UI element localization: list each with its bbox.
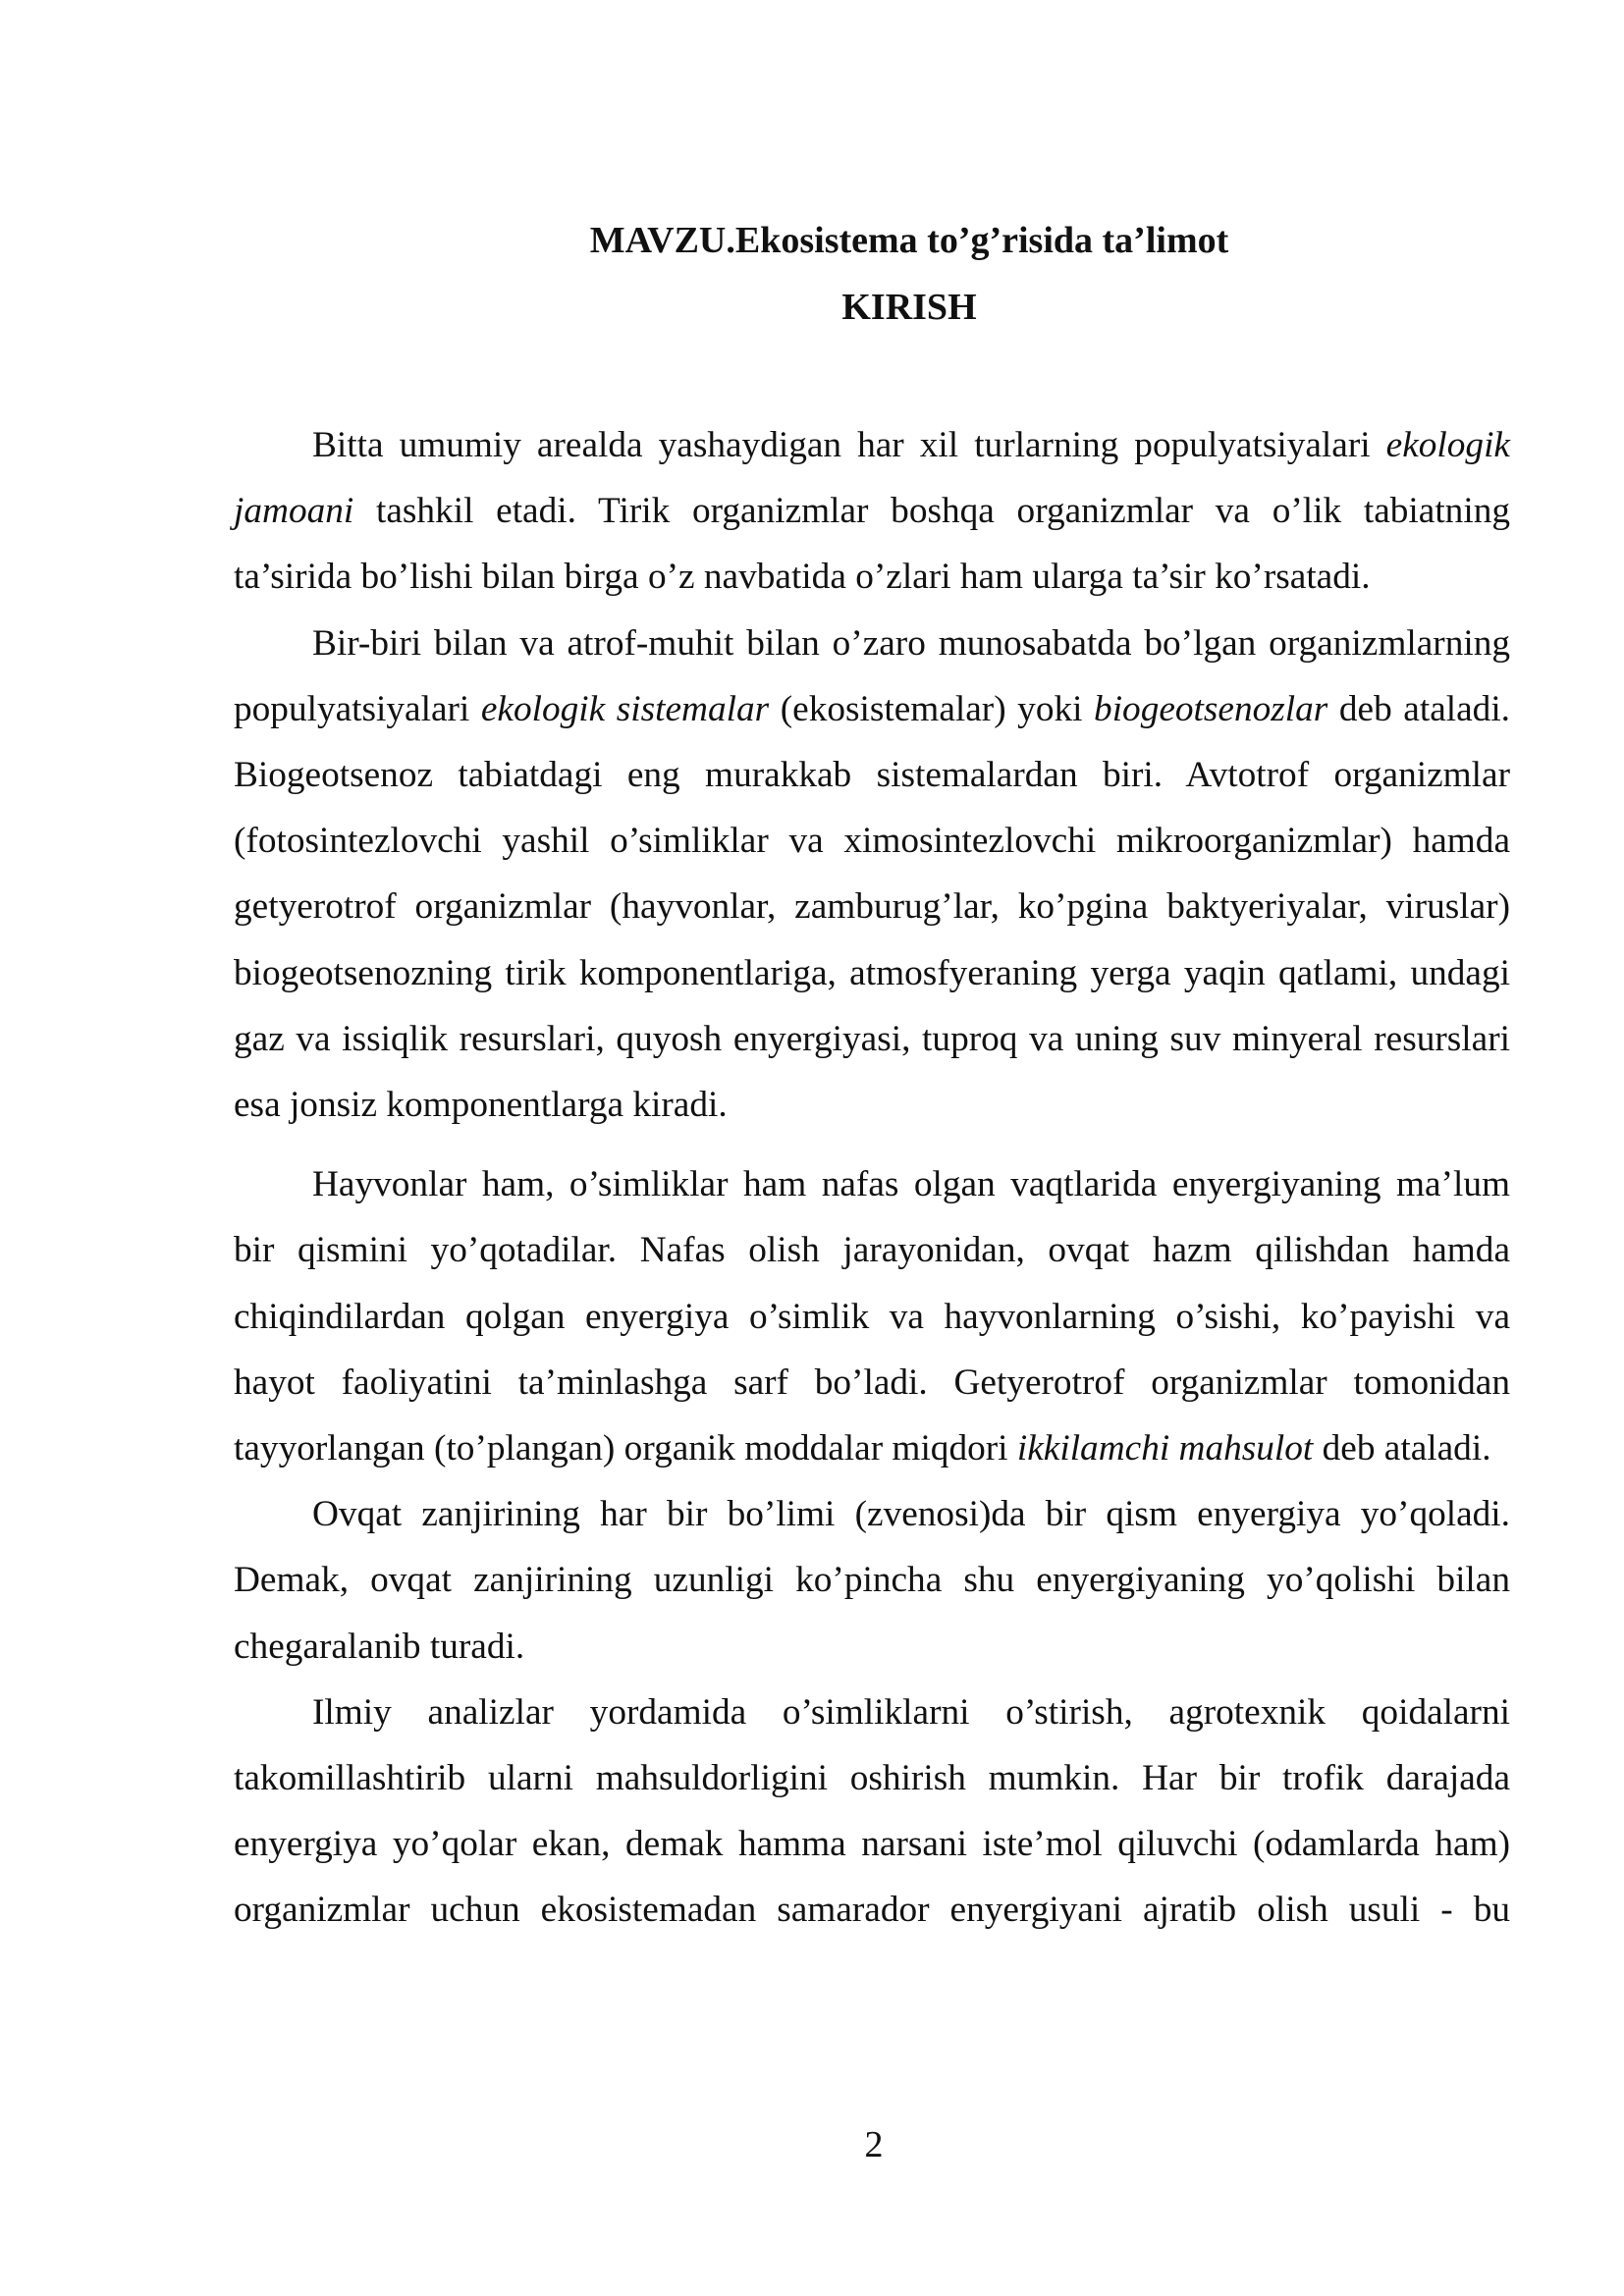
paragraph-text: Bir-biri bilan va atrof-muhit bilan o’zaro munosabatda bo’lgan organizmlarning populyatsiyalari <box>234 622 1510 729</box>
italic-term: ekologik sistemalar <box>480 688 770 729</box>
italic-term: ekologik jamoani <box>234 425 1510 532</box>
paragraph-1 <box>234 412 1510 611</box>
paragraph-text: Bitta umumiy arealda yashaydigan har xil turlarning populyatsiyalari <box>312 425 1386 465</box>
section-heading: KIRISH <box>841 287 977 328</box>
title-block <box>232 218 1587 330</box>
paragraph-2 <box>234 611 1510 1139</box>
italic-term: ikkilamchi mahsulot <box>1016 1428 1314 1469</box>
page-number: 2 <box>864 2124 884 2165</box>
paragraph-text: Hayvonlar ham, o’simliklar ham nafas olgan vaqtlarida enyergiyaning ma’lum bir qismini yo’qotadilar. Nafas olish jarayonidan, ovqat hazm qilishdan hamda chiqindilardan qolgan enyergiya o’simlik va hayvonlarning o’sishi, ko’payishi va hayot faoliyatini ta’minlashga sarf bo’ladi. Getyerotrof organizmlar tomonidan tayyorlangan (to’plangan) organik moddalar miqdori <box>234 1164 1510 1469</box>
body-text <box>234 412 1510 1944</box>
page-title: MAVZU.Ekosistema to’g’risida ta’limot <box>589 220 1229 261</box>
paragraph-text: deb ataladi. <box>1313 1428 1491 1469</box>
paragraph-text: (ekosistemalar) yoki <box>769 688 1095 729</box>
paragraph-4 <box>234 1481 1510 1680</box>
paragraph-text: tashkil etadi. Tirik organizmlar boshqa organizmlar va o’lik tabiatning ta’sirida bo’lishi bilan birga o’z navbatida o’zlari ham ularga ta’sir ko’rsatadi. <box>234 491 1510 598</box>
paragraph-text: Ovqat zanjirining har bir bo’limi (zvenosi)da bir qism enyergiya yo’qoladi. Demak, ovqat zanjirining uzunligi ko’pincha shu enyergiyaning yo’qolishi bilan chegaralanib turadi. <box>234 1494 1510 1667</box>
paragraph-text: deb ataladi. Biogeotsenoz tabiatdagi eng murakkab sistemalardan biri. Avtotrof organizmlar (fotosintezlovchi yashil o’simliklar va ximosintezlovchi mikroorganizmlar) hamda getyerotrof organizmlar (hayvonlar, zamburug’lar, ko’pgina baktyeriyalar, viruslar) biogeotsenozning tirik komponentlariga, atmosfyeraning yerga yaqin qatlami, undagi gaz va issiqlik resurslari, quyosh enyergiyasi, tuproq va uning suv minyeral resurslari esa jonsiz komponentlarga kiradi. <box>234 688 1511 1126</box>
paragraph-text: Ilmiy analizlar yordamida o’simliklarni o’stirish, agrotexnik qoidalarni takomillashtirib ularni mahsuldorligini oshirish mumkin. Har bir trofik darajada enyergiya yo’qolar ekan, demak hamma narsani iste’mol qiluvchi (odamlarda ham) organizmlar uchun ekosistemadan samarador enyergiyani ajratib olish usuli - bu <box>234 1691 1510 1931</box>
italic-term: biogeotsenozlar <box>1094 688 1328 729</box>
paragraph-3 <box>234 1151 1510 1481</box>
paragraph-5 <box>234 1680 1510 1944</box>
